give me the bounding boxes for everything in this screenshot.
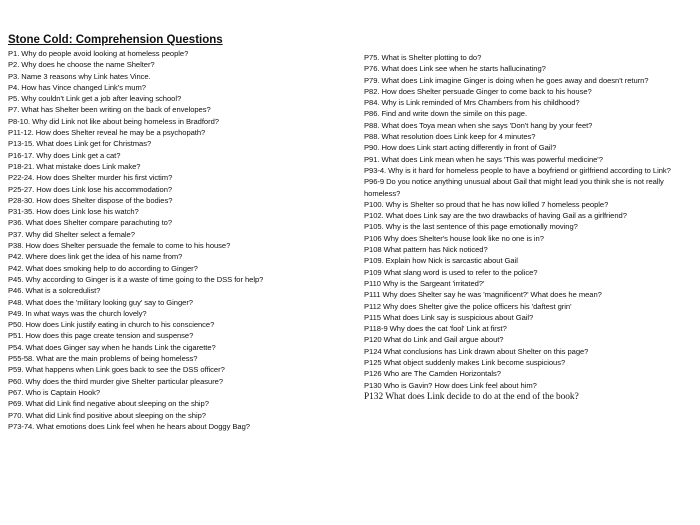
question-item: P8-10. Why did Link not like about being homeless in Bradford? bbox=[8, 116, 219, 126]
question-item: P22-24. How does Shelter murder his first victim? bbox=[8, 173, 173, 183]
question-item: P79. What does Link imagine Ginger is doing when he goes away and doesn't return? bbox=[364, 75, 649, 85]
question-item: P18-21. What mistake does Link make? bbox=[8, 161, 141, 171]
question-item: P91. What does Link mean when he says 'This was powerful medicine'? bbox=[364, 154, 603, 164]
question-item: P11-12. How does Shelter reveal he may be a psychopath? bbox=[8, 128, 206, 138]
question-item: P31-35. How does Link lose his watch? bbox=[8, 207, 139, 217]
question-item: P106 Why does Shelter's house look like no one is in? bbox=[364, 233, 544, 243]
question-item: P124 What conclusions has Link drawn about Shelter on this page? bbox=[364, 346, 589, 356]
question-item: P48. What does the 'military looking guy' say to Ginger? bbox=[8, 297, 193, 307]
question-item: P76. What does Link see when he starts hallucinating? bbox=[364, 64, 546, 74]
question-item: P93-4. Why is it hard for homeless people to have a boyfriend or girlfriend according to Link? bbox=[364, 165, 671, 175]
question-item: P28-30. How does Shelter dispose of the bodies? bbox=[8, 195, 173, 205]
question-item: P109 What slang word is used to refer to the police? bbox=[364, 267, 538, 277]
page-title: Stone Cold: Comprehension Questions bbox=[8, 34, 223, 46]
right-question-column bbox=[364, 52, 694, 403]
question-item: P59. What happens when Link goes back to see the DSS officer? bbox=[8, 365, 225, 375]
question-item: P86. Find and write down the simile on this page. bbox=[364, 109, 528, 119]
question-item: P88. What resolution does Link keep for 4 minutes? bbox=[364, 132, 536, 142]
question-item: P73-74. What emotions does Link feel when he hears about Doggy Bag? bbox=[8, 421, 250, 431]
question-item: P102. What does Link say are the two drawbacks of having Gail as a girlfriend? bbox=[364, 211, 627, 221]
question-item: P125 What object suddenly makes Link become suspicious? bbox=[364, 358, 566, 368]
question-item: P50. How does Link justify eating in church to his conscience? bbox=[8, 320, 215, 330]
question-item: P3. Name 3 reasons why Link hates Vince. bbox=[8, 71, 151, 81]
question-item: P96-9 Do you notice anything unusual about Gail that might lead you think she is not really homeless? bbox=[364, 177, 664, 198]
question-item: P45. Why according to Ginger is it a waste of time going to the DSS for help? bbox=[8, 274, 264, 284]
question-item: P118-9 Why does the cat 'fool' Link at first? bbox=[364, 324, 507, 334]
question-item: P70. What did Link find positive about sleeping on the ship? bbox=[8, 410, 206, 420]
question-item: P120 What do Link and Gail argue about? bbox=[364, 335, 504, 345]
question-item: P54. What does Ginger say when he hands Link the cigarette? bbox=[8, 342, 216, 352]
question-item: P69. What did Link find negative about sleeping on the ship? bbox=[8, 399, 209, 409]
question-item: P42. Where does link get the idea of his name from? bbox=[8, 252, 183, 262]
question-item: P111 Why does Shelter say he was 'magnificent?' What does he mean? bbox=[364, 290, 602, 300]
left-question-column bbox=[8, 36, 358, 432]
question-item: P75. What is Shelter plotting to do? bbox=[364, 53, 482, 62]
question-item: P25-27. How does Link lose his accommodation? bbox=[8, 184, 173, 194]
question-item: P4. How has Vince changed Link's mum? bbox=[8, 82, 146, 92]
question-item: P126 Who are The Camden Horizontals? bbox=[364, 369, 501, 379]
question-item: P37. Why did Shelter select a female? bbox=[8, 229, 135, 239]
question-item: P115 What does Link say is suspicious about Gail? bbox=[364, 312, 534, 322]
question-item: P5. Why couldn't Link get a job after leaving school? bbox=[8, 94, 182, 104]
question-item: P42. What does smoking help to do according to Ginger? bbox=[8, 263, 198, 273]
question-item: P90. How does Link start acting differently in front of Gail? bbox=[364, 143, 557, 153]
question-item: P60. Why does the third murder give Shelter particular pleasure? bbox=[8, 376, 224, 386]
question-item: P16-17. Why does Link get a cat? bbox=[8, 150, 121, 160]
question-item: P1. Why do people avoid looking at homeless people? bbox=[8, 49, 189, 58]
question-item: P105. Why is the last sentence of this page emotionally moving? bbox=[364, 222, 578, 232]
question-item: P38. How does Shelter persuade the female to come to his house? bbox=[8, 241, 231, 251]
question-item: P112 Why does Shelter give the police officers his 'daftest grin' bbox=[364, 301, 572, 311]
question-item: P2. Why does he choose the name Shelter? bbox=[8, 60, 155, 70]
question-item: P109. Explain how Nick is sarcastic about Gail bbox=[364, 256, 518, 266]
question-item: P88. What does Toya mean when she says 'Don't hang by your feet? bbox=[364, 120, 593, 130]
question-item: P51. How does this page create tension and suspense? bbox=[8, 331, 194, 341]
question-item: P132 What does Link decide to do at the end of the book? bbox=[364, 391, 579, 402]
question-item: P46. What is a solcredulist? bbox=[8, 286, 101, 296]
question-item: P36. What does Shelter compare parachuting to? bbox=[8, 218, 173, 228]
question-item: P108 What pattern has Nick noticed? bbox=[364, 245, 488, 255]
question-item: P84. Why is Link reminded of Mrs Chambers from his childhood? bbox=[364, 98, 580, 108]
question-item: P7. What has Shelter been writing on the back of envelopes? bbox=[8, 105, 211, 115]
question-item: P13-15. What does Link get for Christmas? bbox=[8, 139, 152, 149]
question-item: P55-58. What are the main problems of being homeless? bbox=[8, 354, 198, 364]
question-item: P100. Why is Shelter so proud that he has now killed 7 homeless people? bbox=[364, 199, 609, 209]
question-item: P67. Who is Captain Hook? bbox=[8, 387, 101, 397]
question-item: P82. How does Shelter persuade Ginger to come back to his house? bbox=[364, 86, 592, 96]
question-item: P49. In what ways was the church lovely? bbox=[8, 308, 147, 318]
question-item: P110 Why is the Sargeant 'irritated?' bbox=[364, 278, 485, 288]
question-item: P130 Who is Gavin? How does Link feel about him? bbox=[364, 380, 537, 390]
